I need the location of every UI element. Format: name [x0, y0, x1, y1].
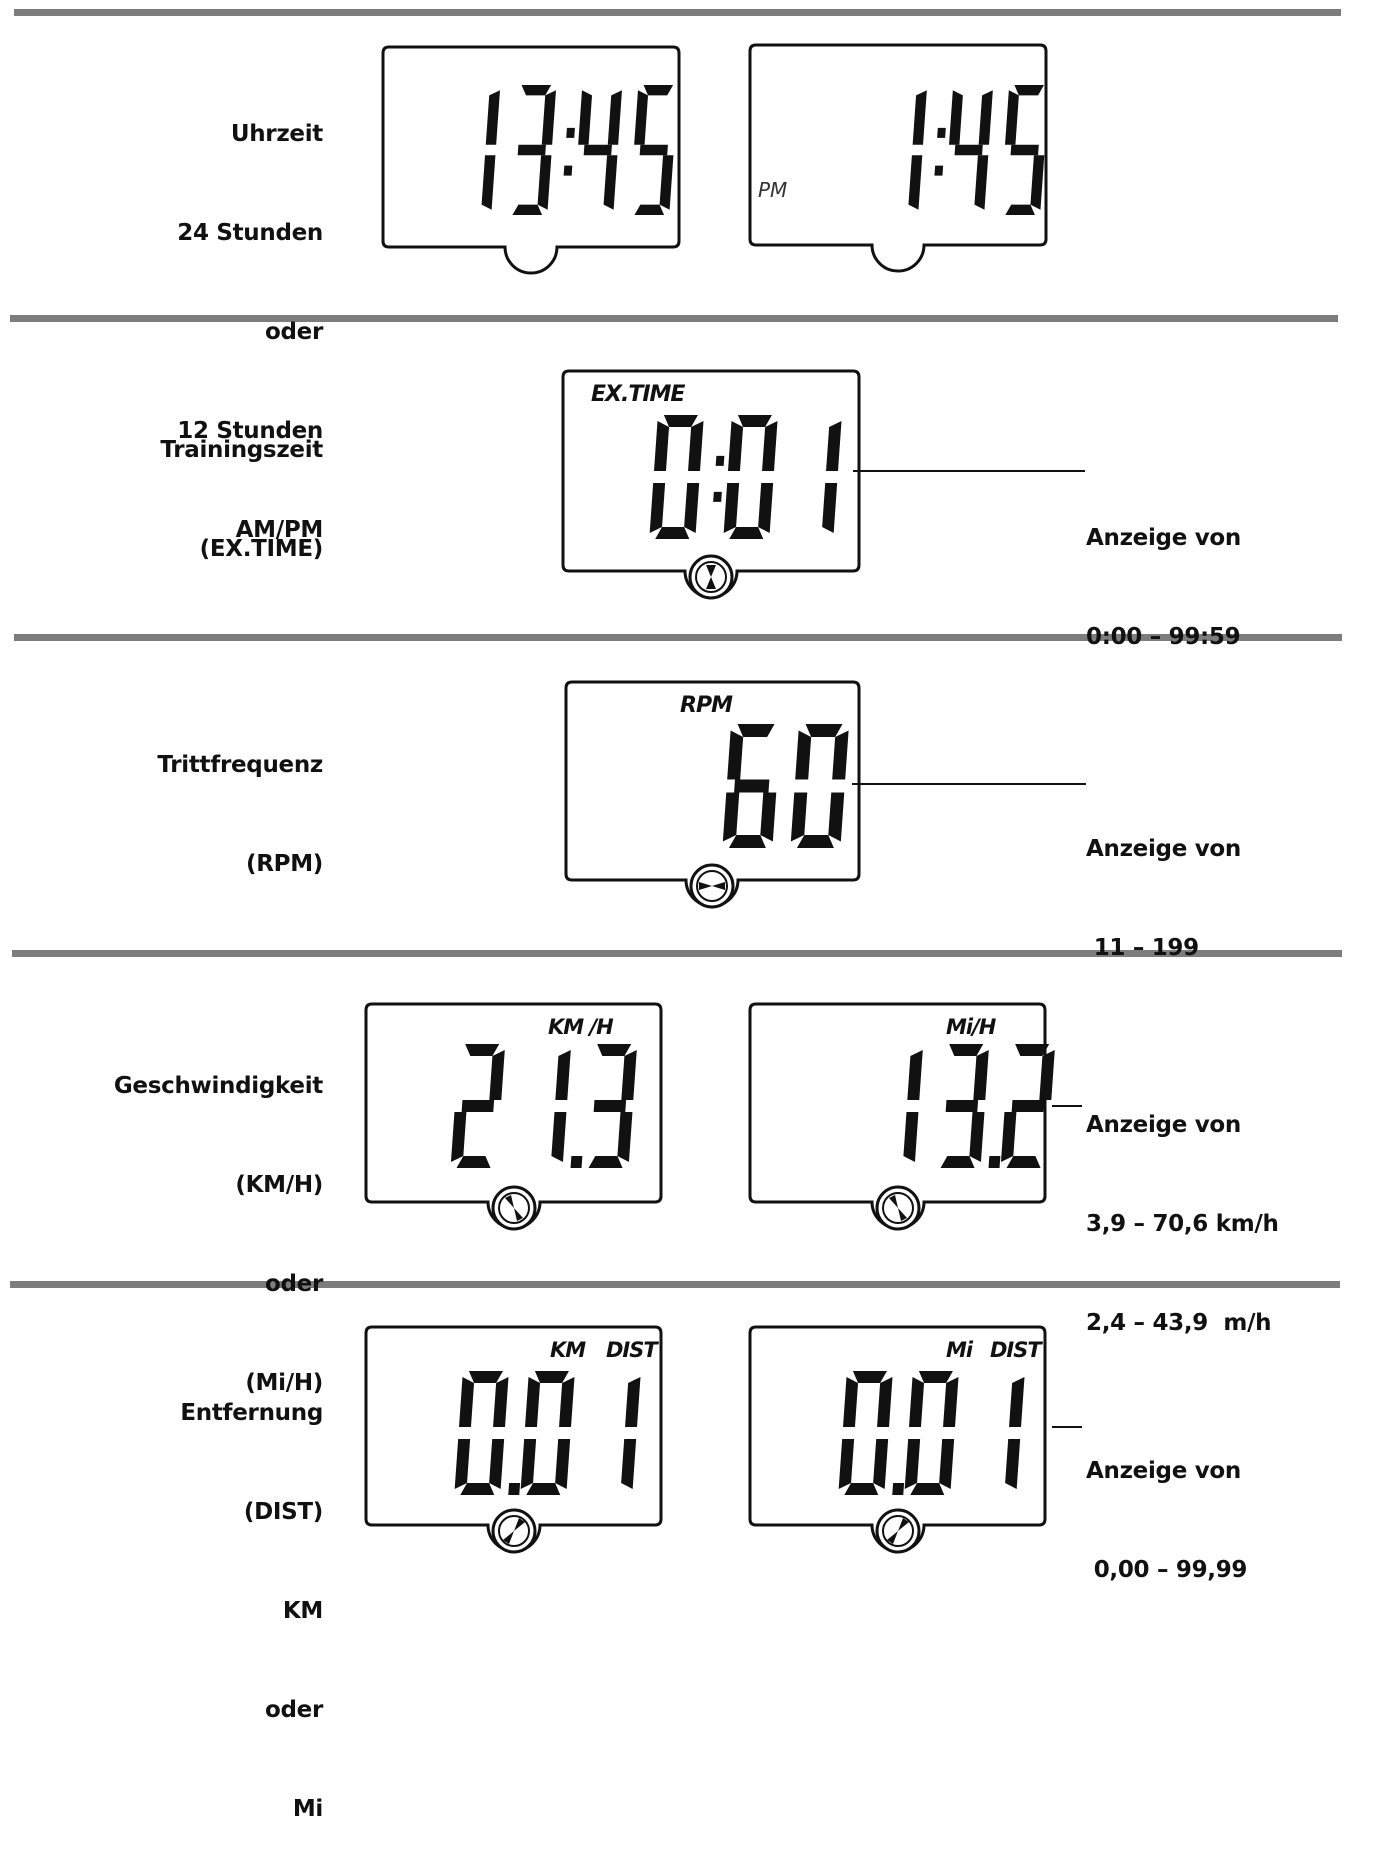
cadence-range: [1086, 767, 1241, 998]
range-line: 0:00 – 99:59: [1086, 624, 1241, 650]
range-line: Anzeige von: [1086, 1112, 1241, 1138]
distance-range: [1086, 1389, 1247, 1620]
exercise-time-range: [1086, 456, 1241, 687]
label-line: Mi: [292, 1796, 323, 1822]
leader-line: [852, 783, 1086, 785]
lcd-segment: [946, 1100, 978, 1112]
lcd-decimal-point: [571, 1156, 583, 1168]
label-line: oder: [264, 319, 323, 345]
label-line: (KM/H): [235, 1172, 323, 1198]
speedometer-icon: [877, 1187, 919, 1229]
lcd-segment: [462, 1100, 494, 1112]
mode-indicator: RPM: [680, 693, 732, 718]
label-line: (DIST): [243, 1499, 323, 1525]
exercise-time-label: [160, 368, 323, 599]
lcd-colon: [937, 128, 946, 138]
section-divider: [14, 9, 1341, 16]
lcd-segment: [1012, 1100, 1044, 1112]
leader-line: [853, 470, 1085, 472]
cadence-label: [157, 683, 323, 914]
range-line: 3,9 – 70,6 km/h: [1086, 1211, 1279, 1237]
lcd-segment: [640, 145, 668, 155]
label-line: Trittfrequenz: [157, 752, 323, 778]
label-line: KM: [282, 1598, 323, 1624]
speedometer-icon: [493, 1187, 535, 1229]
label-line: 12 Stunden: [177, 418, 323, 444]
label-line: oder: [264, 1697, 323, 1723]
lcd-colon: [713, 492, 722, 502]
unit-indicator: KM: [550, 1338, 586, 1362]
lcd-colon: [716, 456, 725, 466]
mode-indicator: DIST: [606, 1338, 657, 1362]
lcd-decimal-point: [892, 1483, 904, 1495]
label-line: (Mi/H): [245, 1370, 323, 1396]
lcd-colon: [564, 166, 573, 176]
lcd-speed-kmh: [366, 1004, 664, 1236]
hourglass-icon: [690, 556, 732, 598]
leader-line: [1052, 1426, 1082, 1428]
speed-range: [1086, 1043, 1279, 1373]
lcd-segment: [1011, 145, 1039, 155]
range-line: 11 – 199: [1086, 935, 1199, 961]
range-line: Anzeige von: [1086, 525, 1241, 551]
leader-line: [1052, 1105, 1082, 1107]
lcd-decimal-point: [508, 1483, 520, 1495]
lcd-exercise-time: [563, 371, 861, 606]
unit-indicator: Mi: [946, 1338, 973, 1362]
distance-icon: [877, 1510, 919, 1552]
lcd-segment: [584, 145, 612, 155]
label-line: Uhrzeit: [230, 121, 323, 147]
mode-indicator: DIST: [990, 1338, 1041, 1362]
lcd-distance-mi: [750, 1327, 1048, 1559]
label-line: oder: [264, 1271, 323, 1297]
lcd-colon: [934, 166, 943, 176]
lcd-colon: [566, 128, 575, 138]
lcd-clock-24h: [383, 47, 681, 279]
label-line: Geschwindigkeit: [113, 1073, 323, 1099]
label-line: Entfernung: [180, 1400, 323, 1426]
pm-indicator: PM: [758, 178, 788, 202]
label-line: Trainingszeit: [160, 437, 323, 463]
mode-indicator: Mi/H: [946, 1015, 996, 1039]
lcd-clock-12h: [750, 45, 1048, 277]
lcd-decimal-point: [989, 1156, 1001, 1168]
lcd-segment: [518, 145, 546, 155]
distance-icon: [493, 1510, 535, 1552]
lcd-speed-mph: [750, 1004, 1048, 1236]
pedal-icon: [691, 865, 733, 907]
lcd-segment: [594, 1100, 626, 1112]
mode-indicator: EX.TIME: [591, 382, 685, 407]
label-line: (RPM): [246, 851, 323, 877]
lcd-segment: [734, 780, 769, 793]
range-line: Anzeige von: [1086, 836, 1241, 862]
label-line: 24 Stunden: [177, 220, 323, 246]
range-line: Anzeige von: [1086, 1458, 1241, 1484]
lcd-cadence: [566, 682, 861, 914]
distance-label: [180, 1331, 323, 1859]
lcd-distance-km: [366, 1327, 664, 1559]
label-line: (EX.TIME): [199, 536, 323, 562]
label-line: AM/PM: [235, 517, 323, 543]
lcd-segment: [955, 145, 983, 155]
range-line: 0,00 – 99,99: [1086, 1557, 1248, 1583]
range-line: 2,4 – 43,9 m/h: [1086, 1310, 1272, 1336]
mode-indicator: KM /H: [548, 1015, 613, 1039]
